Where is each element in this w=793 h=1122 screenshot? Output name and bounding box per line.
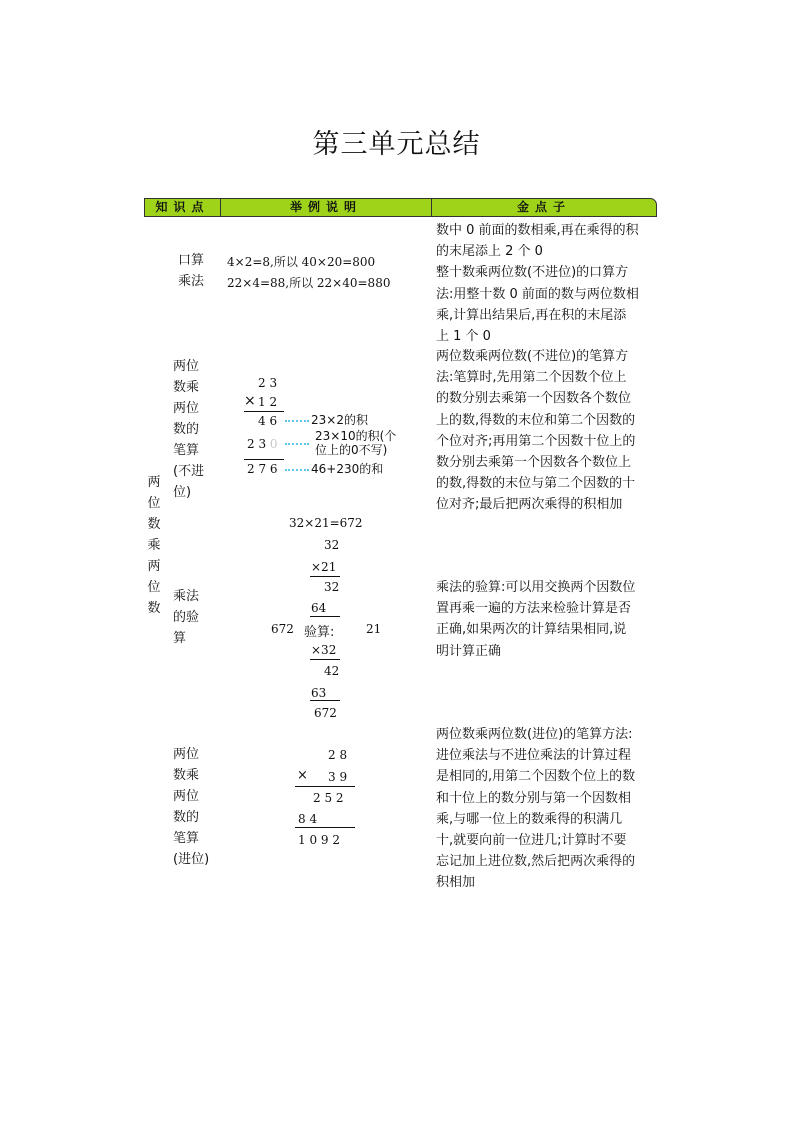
carry-row3: 2 5 2 [313, 791, 344, 805]
tip-line: 明计算正确 [436, 643, 502, 659]
tip-line: 位对齐;最后把两次乘得的积相加 [436, 497, 623, 513]
calc-rule [244, 459, 284, 460]
label-line: 乘法 [173, 589, 200, 604]
check-line: ×32 [311, 643, 337, 657]
carry-label [173, 744, 209, 870]
carry-row5: 1 0 9 2 [298, 833, 340, 847]
tip-line: 数分别去乘第一个因数各个数位上 [436, 455, 632, 471]
oral-examples [227, 252, 390, 294]
carry-rule [295, 827, 355, 828]
tip-line: 的数分别去乘第一个因数各个数位 [436, 391, 632, 407]
note-2: 23×10的积(个 [315, 429, 397, 443]
page-title: 第三单元总结 [312, 129, 481, 160]
carry-row1: 2 8 [328, 748, 348, 762]
check-verify-label: 验算: [304, 625, 335, 640]
tip-line: 是相同的,用第二个因数个位上的数 [436, 769, 636, 785]
main-topic-char: 位 [147, 580, 161, 595]
check-rule [310, 700, 340, 701]
no-carry-tip [436, 346, 658, 516]
label-line: 数的 [173, 422, 200, 437]
dotted-connector [285, 420, 309, 422]
header-tips: 金点子 [516, 200, 571, 214]
label-line: 口算 [178, 253, 205, 268]
note-3: 位上的0不写) [315, 443, 388, 457]
calc-row4-digits: 2 3 [247, 437, 267, 451]
check-line: 63 [311, 686, 327, 700]
calc-row4 [247, 437, 278, 451]
label-line: 数乘 [173, 380, 200, 395]
check-side-left: 672 [271, 622, 294, 636]
tip-line: 法:笔算时,先用第二个因数个位上 [436, 370, 627, 386]
tip-line: 乘法的验算:可以用交换两个因数位 [436, 580, 636, 595]
tip-line: 整十数乘两位数(不进位)的口算方 [436, 265, 629, 281]
label-line: 算 [173, 631, 187, 646]
tip-line: 个位对齐;再用第二个因数十位上的 [436, 433, 636, 449]
main-topic [146, 472, 162, 619]
tip-line: 的数,得数的末位与第二个因数的十 [436, 476, 636, 492]
tip-line: 法:用整十数 0 前面的数与两位数相 [436, 286, 639, 302]
label-line: 笔算 [173, 443, 200, 458]
times-sign: × [297, 768, 308, 783]
carry-row2: 3 9 [328, 770, 348, 784]
label-line: 数的 [173, 810, 200, 825]
tip-line: 数中 0 前面的数相乘,再在乘得的积 [436, 223, 639, 238]
check-line: 672 [314, 706, 337, 720]
example-line: 4×2=8,所以 40×20=800 [227, 255, 376, 269]
oral-tip [436, 220, 658, 347]
label-line: 位) [173, 485, 192, 500]
calc-row1: 2 3 [258, 376, 278, 390]
header-examples: 举例说明 [289, 200, 362, 214]
label-line: 两位 [173, 401, 200, 416]
label-line: 两位 [173, 789, 200, 804]
check-rule [310, 659, 340, 660]
main-topic-char: 数 [147, 517, 161, 532]
check-line: 64 [311, 601, 327, 615]
note-4: 46+230的和 [311, 462, 384, 476]
tip-line: 积相加 [436, 875, 476, 891]
check-tip [436, 577, 658, 662]
tip-line: 忘记加上进位数,然后把两次乘得的 [436, 854, 636, 870]
tip-line: 和十位上的数分别与第一个因数相 [436, 790, 632, 806]
label-line: 乘法 [178, 274, 205, 289]
table-header [144, 198, 657, 217]
tip-line: 上的数,得数的末位和第二个因数的 [436, 412, 636, 428]
main-topic-char: 位 [147, 496, 161, 511]
tip-line: 两位数乘两位数(进位)的笔算方法: [436, 727, 633, 742]
tip-line: 上 1 个 0 [436, 329, 491, 345]
calc-row2: 1 2 [258, 395, 278, 409]
tip-line: 进位乘法与不进位乘法的计算过程 [436, 748, 632, 764]
calc-row4-zero: 0 [269, 437, 278, 451]
oral-label [178, 250, 204, 292]
example-line: 22×4=88,所以 22×40=880 [227, 276, 391, 290]
tip-line: 两位数乘两位数(不进位)的笔算方 [436, 349, 629, 364]
tip-line: 置再乘一遍的方法来检验计算是否 [436, 601, 632, 617]
calc-row5: 2 7 6 [247, 462, 278, 476]
check-rule [310, 616, 340, 617]
label-line: 两位 [173, 747, 200, 762]
calc-row3: 4 6 [258, 414, 278, 428]
tip-line: 乘,计算出结果后,再在积的末尾添 [436, 307, 627, 323]
calc-rule [244, 411, 284, 412]
check-line: ×21 [311, 560, 337, 574]
check-rule [310, 576, 340, 577]
check-line: 32 [324, 538, 340, 552]
header-knowledge: 知识点 [155, 200, 210, 214]
check-equation: 32×21=672 [289, 516, 363, 530]
tip-line: 乘,与哪一位上的数乘得的积满几 [436, 811, 623, 827]
tip-line: 的末尾添上 2 个 0 [436, 244, 543, 260]
dotted-connector [285, 443, 309, 445]
label-line: (进位) [173, 852, 210, 867]
check-label [173, 586, 199, 649]
note-1: 23×2的积 [311, 413, 368, 427]
check-line: 42 [324, 664, 340, 678]
main-topic-char: 两 [147, 475, 161, 490]
label-line: 笔算 [173, 831, 200, 846]
main-topic-char: 两 [147, 559, 161, 574]
tip-line: 正确,如果两次的计算结果相同,说 [436, 622, 627, 638]
label-line: (不进 [173, 464, 205, 479]
label-line: 的验 [173, 610, 200, 625]
label-line: 数乘 [173, 768, 200, 783]
carry-tip [436, 724, 658, 894]
check-line: 32 [324, 580, 340, 594]
no-carry-label [173, 356, 204, 503]
main-topic-char: 数 [147, 601, 161, 616]
main-topic-char: 乘 [147, 538, 161, 553]
carry-rule [295, 786, 355, 787]
dotted-connector [285, 469, 309, 471]
tip-line: 十,就要向前一位进几;计算时不要 [436, 833, 627, 849]
check-side-right: 21 [366, 622, 382, 636]
carry-row4: 8 4 [298, 812, 318, 826]
times-sign: × [244, 393, 256, 409]
label-line: 两位 [173, 359, 200, 374]
